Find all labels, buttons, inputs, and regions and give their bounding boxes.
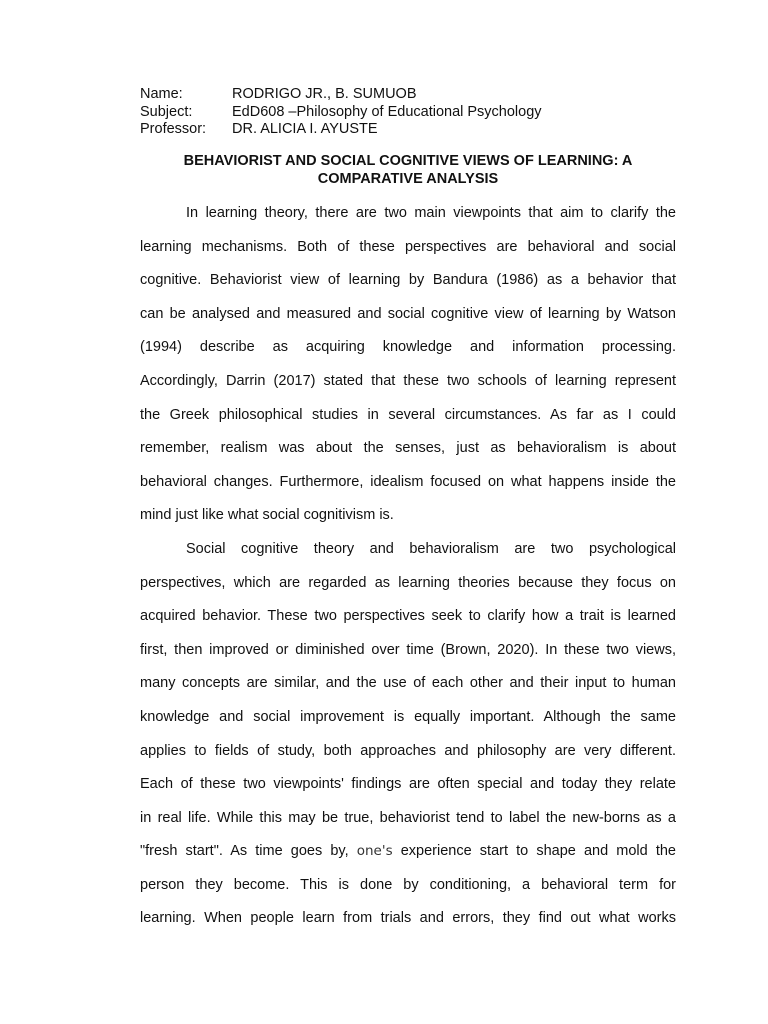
paragraph-line: can be analysed and measured and social cognitive view of learning by Watson (140, 305, 676, 322)
paragraph-line: perspectives, which are regarded as learning theories because they focus on (140, 574, 676, 591)
paragraph-line: mind just like what social cognitivism is. (140, 507, 394, 524)
paragraph-2 (140, 538, 676, 941)
paragraph-line: In learning theory, there are two main viewpoints that aim to clarify the (186, 205, 676, 221)
title-line-2: COMPARATIVE ANALYSIS (317, 170, 499, 187)
title-line-1: BEHAVIORIST AND SOCIAL COGNITIVE VIEWS OF LEARNING: A (183, 153, 633, 169)
line-segment-alt-font: one's (356, 843, 393, 860)
paragraph-line: person they become. This is done by conditioning, a behavioral term for (140, 876, 676, 893)
line-segment: "fresh start". As time goes by, (140, 843, 349, 860)
paragraph-line: the Greek philosophical studies in several circumstances. As far as I could (140, 406, 676, 423)
subject-value: EdD608 –Philosophy of Educational Psychology (232, 103, 542, 120)
paragraph-line: knowledge and social improvement is equally important. Although the same (140, 708, 676, 725)
professor-row (140, 121, 542, 139)
line-segment: experience start to shape and mold the (400, 843, 676, 860)
paragraph-line: Accordingly, Darrin (2017) stated that these two schools of learning represent (140, 372, 676, 389)
paragraph-line (140, 840, 676, 874)
paragraph-line: behavioral changes. Furthermore, idealism focused on what happens inside the (140, 473, 676, 490)
paragraph-line: learning. When people learn from trials and errors, they find out what works (140, 910, 676, 927)
paragraph-line: Social cognitive theory and behavioralism are two psychological (186, 540, 676, 557)
paragraph-line: (1994) describe as acquiring knowledge and information processing. (140, 339, 676, 356)
subject-row (140, 104, 542, 122)
professor-label: Professor: (140, 121, 207, 137)
document-body (140, 202, 676, 941)
paragraph-line: cognitive. Behaviorist view of learning by Bandura (1986) as a behavior that (140, 272, 676, 289)
paragraph-line: applies to fields of study, both approaches and philosophy are very different. (140, 742, 676, 759)
paragraph-line: Each of these two viewpoints' findings are often special and today they relate (140, 776, 676, 793)
paragraph-line: in real life. While this may be true, behaviorist tend to label the new-borns as a (140, 809, 676, 826)
name-value: RODRIGO JR., B. SUMUOB (232, 86, 417, 102)
document-header (140, 86, 542, 139)
paragraph-line: acquired behavior. These two perspectives seek to clarify how a trait is learned (140, 608, 676, 625)
paragraph-1 (140, 202, 676, 538)
paragraph-line: remember, realism was about the senses, just as behavioralism is about (140, 440, 676, 457)
paragraph-line: many concepts are similar, and the use of each other and their input to human (140, 675, 676, 692)
paragraph-line: first, then improved or diminished over time (Brown, 2020). In these two views, (140, 641, 676, 658)
document-title (140, 153, 676, 188)
subject-label: Subject: (140, 103, 193, 120)
professor-value: DR. ALICIA I. AYUSTE (232, 121, 378, 137)
paragraph-line: learning mechanisms. Both of these perspectives are behavioral and social (140, 238, 676, 255)
name-label: Name: (140, 86, 183, 102)
name-row (140, 86, 542, 104)
